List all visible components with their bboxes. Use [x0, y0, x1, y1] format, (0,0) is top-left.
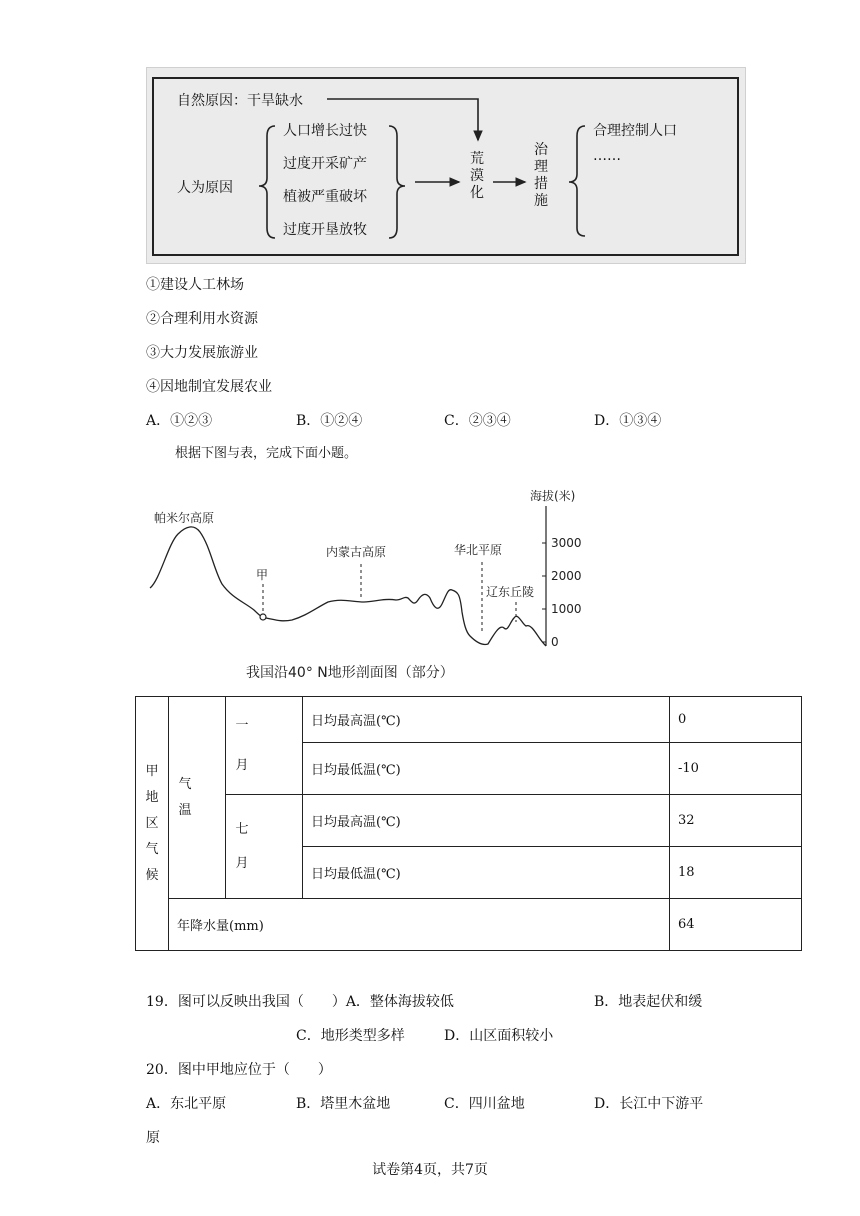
jan-label: 一月	[235, 717, 249, 773]
q20-option-a: A．东北平原	[146, 1096, 227, 1112]
human-item-4: 过度开垦放牧	[283, 222, 367, 238]
option-2: ②合理利用水资源	[146, 311, 258, 327]
option-4: ④因地制宜发展农业	[146, 379, 272, 395]
jan-cell	[226, 697, 303, 795]
q20-option-c: C．四川盆地	[444, 1096, 525, 1112]
measure-item-1: 合理控制人口	[593, 123, 677, 139]
region-cell	[136, 697, 169, 951]
jul-label: 七月	[235, 821, 249, 871]
natural-cause: 自然原因：干旱缺水	[177, 93, 303, 109]
flowchart-lines	[147, 68, 745, 263]
profile-caption: 我国沿40° N地形剖面图（部分）	[246, 665, 454, 681]
q19-option-b: B．地表起伏和缓	[594, 994, 703, 1010]
human-item-2: 过度开采矿产	[283, 156, 367, 172]
row-4-label: 日均最低温(℃)	[303, 847, 670, 899]
result-desertification: 荒漠化	[470, 151, 484, 201]
precip-value: 64	[670, 899, 802, 951]
option-3: ③大力发展旅游业	[146, 345, 258, 361]
q20-option-d-cont: 原	[146, 1130, 160, 1146]
q19-stem: 19．图可以反映出我国（ ）A．整体海拔较低	[146, 994, 454, 1010]
row-1-value: 0	[670, 697, 802, 743]
measures-label: 治理措施	[534, 142, 548, 209]
axis-title: 海拔(米)	[530, 489, 576, 503]
label-liaodong: 辽东丘陵	[486, 585, 535, 599]
row-2-label: 日均最低温(℃)	[303, 743, 670, 795]
climate-table	[135, 696, 802, 951]
option-1: ①建设人工林场	[146, 277, 244, 293]
label-neimenggu: 内蒙古高原	[326, 545, 387, 559]
q19-option-d: D．山区面积较小	[444, 1028, 554, 1044]
row-2-value: -10	[670, 743, 802, 795]
row-3-label: 日均最高温(℃)	[303, 795, 670, 847]
human-item-3: 植被严重破坏	[283, 189, 367, 205]
tick-3000: 3000	[551, 536, 582, 550]
q20-option-d: D．长江中下游平	[594, 1096, 704, 1112]
terrain-profile	[146, 484, 596, 684]
precip-label: 年降水量(mm)	[169, 899, 670, 951]
region-label: 甲地区气候	[145, 763, 159, 883]
row-4-value: 18	[670, 847, 802, 899]
tick-1000: 1000	[551, 602, 582, 616]
qiwen-label: 气温	[178, 776, 192, 818]
measure-item-2: ……	[593, 148, 621, 164]
intro-text: 根据下图与表，完成下面小题。	[175, 446, 358, 461]
jul-cell	[226, 795, 303, 899]
desertification-flowchart	[146, 67, 746, 264]
answer-c: C．②③④	[444, 413, 511, 429]
human-cause: 人为原因	[177, 180, 233, 196]
label-huabei: 华北平原	[454, 543, 503, 557]
label-jia: 甲	[256, 568, 269, 582]
page-footer: 试卷第4页，共7页	[372, 1162, 488, 1178]
jia-point	[260, 614, 266, 620]
row-3-value: 32	[670, 795, 802, 847]
answer-a: A．①②③	[146, 413, 213, 429]
answer-b: B．①②④	[296, 413, 363, 429]
answer-d: D．①③④	[594, 413, 662, 429]
row-1-label: 日均最高温(℃)	[303, 697, 670, 743]
qiwen-cell	[169, 697, 226, 899]
label-pamir: 帕米尔高原	[154, 511, 215, 525]
q20-option-b: B．塔里木盆地	[296, 1096, 391, 1112]
q19-option-c: C．地形类型多样	[296, 1028, 405, 1044]
tick-2000: 2000	[551, 569, 582, 583]
q20-stem: 20．图中甲地应位于（ ）	[146, 1062, 332, 1078]
human-item-1: 人口增长过快	[283, 123, 367, 139]
tick-0: 0	[551, 635, 559, 649]
